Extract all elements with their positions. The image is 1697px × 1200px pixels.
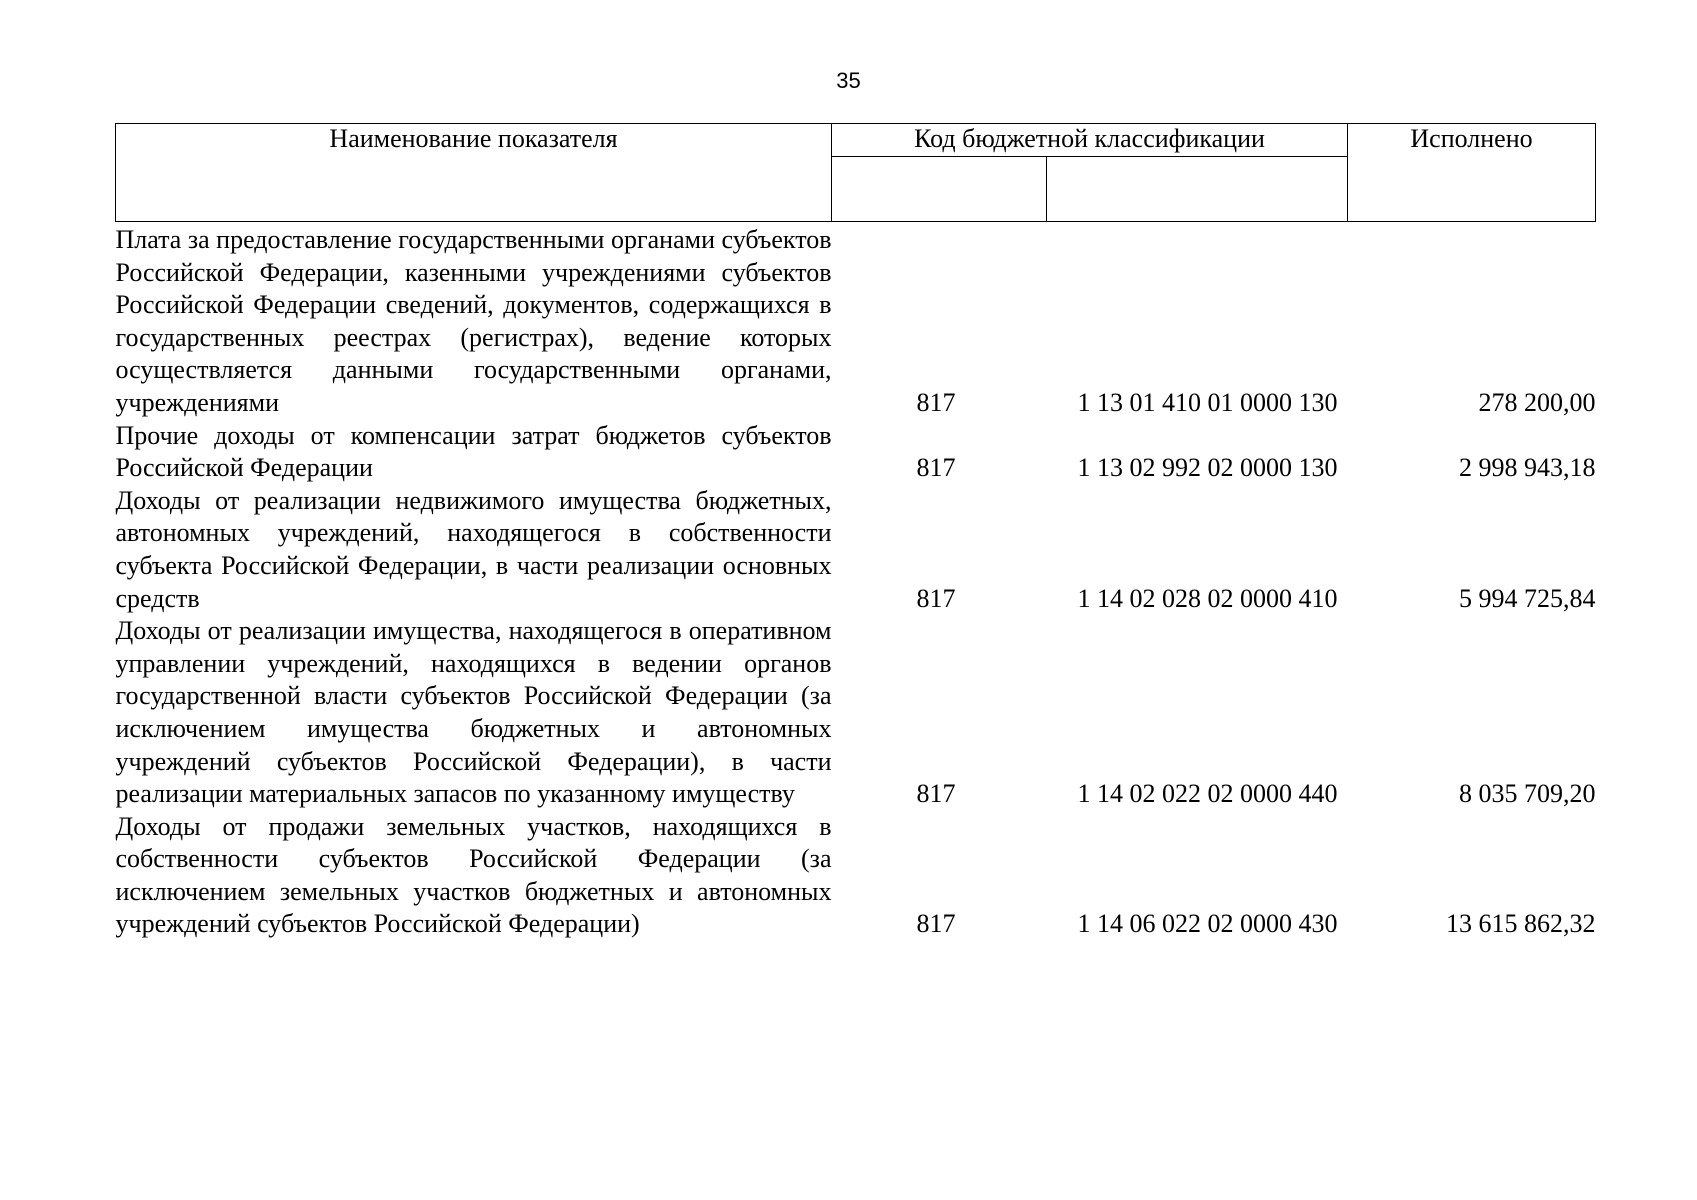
row-admin-code: 817 <box>916 909 956 939</box>
header-code-income-cell <box>1047 157 1348 222</box>
page-number: 35 <box>836 68 861 93</box>
budget-table-container <box>115 123 1595 941</box>
row-budget-code: 1 13 02 992 02 0000 130 <box>1077 453 1338 483</box>
row-admin-code: 817 <box>916 387 956 417</box>
row-budget-code: 1 13 01 410 01 0000 130 <box>1077 387 1338 417</box>
row-name: Прочие доходы от компенсации затрат бюджетов субъектов Российской Федерации <box>115 420 832 483</box>
header-code: Код бюджетной классификации <box>832 124 1348 157</box>
table-row <box>116 811 1596 941</box>
row-executed: 2 998 943,18 <box>1459 453 1596 483</box>
row-executed: 13 615 862,32 <box>1446 909 1596 939</box>
row-executed: 278 200,00 <box>1478 387 1596 417</box>
header-code-admin-cell <box>832 157 1047 222</box>
row-executed: 8 035 709,20 <box>1459 779 1596 809</box>
budget-table <box>115 123 1596 941</box>
table-row <box>116 485 1596 615</box>
row-name: Доходы от продажи земельных участков, находящихся в собственности субъектов Российской Федерации (за исключением земельных участков бюджетных и автономных учреждений субъектов Российской Федерации) <box>115 811 832 939</box>
row-admin-code: 817 <box>916 453 956 483</box>
row-admin-code: 817 <box>916 779 956 809</box>
row-executed: 5 994 725,84 <box>1459 583 1596 613</box>
row-budget-code: 1 14 06 022 02 0000 430 <box>1077 909 1338 939</box>
table-body <box>116 222 1596 942</box>
table-row <box>116 615 1596 811</box>
table-row <box>116 222 1596 420</box>
row-name: Доходы от реализации имущества, находящегося в оперативном управлении учреждений, находящихся в ведении органов государственной власти субъектов Российской Федерации (за исключением имущества бюджетных и автономных учреждений субъектов Российской Федерации), в части реализации материальных запасов по указанному имуществу <box>115 616 832 809</box>
table-header <box>116 124 1596 222</box>
row-budget-code: 1 14 02 028 02 0000 410 <box>1077 583 1338 613</box>
row-name: Плата за предоставление государственными органами субъектов Российской Федерации, казенными учреждениями субъектов Российской Федерации сведений, документов, содержащихся в государственных реестрах (регистрах), ведение которых осуществляется данными государственными органами, учреждениями <box>115 225 832 417</box>
header-name: Наименование показателя <box>116 124 832 222</box>
row-name: Доходы от реализации недвижимого имущества бюджетных, автономных учреждений, находящегося в собственности субъекта Российской Федерации, в части реализации основных средств <box>115 485 832 613</box>
row-budget-code: 1 14 02 022 02 0000 440 <box>1077 779 1338 809</box>
row-admin-code: 817 <box>916 583 956 613</box>
table-row <box>116 420 1596 485</box>
header-executed: Исполнено <box>1348 124 1596 222</box>
